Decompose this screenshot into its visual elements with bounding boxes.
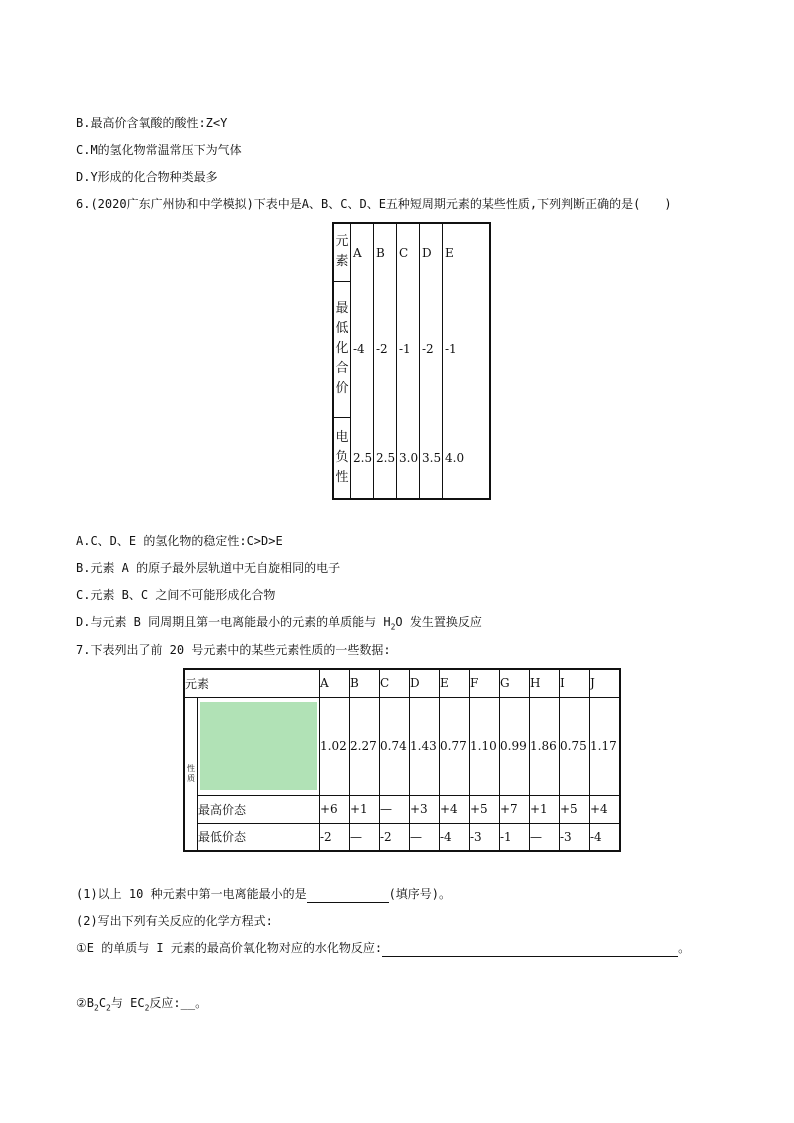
q7-highest-cell: +1 <box>530 795 560 823</box>
q7-header-cell: H <box>530 669 560 697</box>
q7-header-cell: A <box>320 669 350 697</box>
q7-header-cell: F <box>470 669 500 697</box>
q7-highest-cell: +3 <box>410 795 440 823</box>
q7-highest-cell: +7 <box>500 795 530 823</box>
q7-header-cell: C <box>380 669 410 697</box>
q7-header-cell: B <box>350 669 380 697</box>
q6-header-cell: B <box>374 223 397 281</box>
q7-header-cell: E <box>440 669 470 697</box>
q6-valence-cell: -2 <box>420 281 443 417</box>
q7-highest-cell: +4 <box>440 795 470 823</box>
q7-highest-cell: — <box>380 795 410 823</box>
q7-lowest-cell: -4 <box>440 823 470 851</box>
q7-highest-cell: +6 <box>320 795 350 823</box>
q6-option-b: B.元素 A 的原子最外层轨道中无自旋相同的电子 <box>76 561 341 575</box>
q7-value-cell: 0.74 <box>380 697 410 795</box>
q6-header-cell: C <box>397 223 420 281</box>
q6-row-label-valence: 最 低 化 合 价 <box>333 281 351 417</box>
q7-value-cell: 0.77 <box>440 697 470 795</box>
q7-lowest-cell: — <box>350 823 380 851</box>
q7-lowest-cell: -2 <box>320 823 350 851</box>
q7-sub1: (1)以上 10 种元素中第一电离能最小的是 (填序号)。 <box>76 887 452 901</box>
q6-header-cell: E <box>443 223 491 281</box>
q7-value-cell: 1.02 <box>320 697 350 795</box>
q6-stem: 6.(2020广东广州协和中学模拟)下表中是A、B、C、D、E五种短周期元素的某些性质,下列判断正确的是( ) <box>76 197 672 211</box>
q7-lowest-cell: — <box>530 823 560 851</box>
q7-value-cell: 0.99 <box>500 697 530 795</box>
q6-en-cell: 3.5 <box>420 417 443 499</box>
q6-en-cell: 4.0 <box>443 417 491 499</box>
q7-table <box>183 668 621 852</box>
q6-table <box>332 222 491 500</box>
q7-property-label: 性 质 <box>184 697 198 851</box>
q7-header-cell: D <box>410 669 440 697</box>
q6-valence-cell: -1 <box>443 281 491 417</box>
q7-value-cell: 1.43 <box>410 697 440 795</box>
q7-lowest-cell: -3 <box>470 823 500 851</box>
q7-highest-cell: +4 <box>590 795 621 823</box>
q7-lowest-cell: -1 <box>500 823 530 851</box>
q7-highest-label: 最高价态 <box>198 795 320 823</box>
q6-header-cell: D <box>420 223 443 281</box>
q7-header-cell: G <box>500 669 530 697</box>
q7-highest-cell: +1 <box>350 795 380 823</box>
q6-option-a: A.C、D、E 的氢化物的稳定性:C>D>E <box>76 534 283 548</box>
q6-en-cell: 2.5 <box>374 417 397 499</box>
q5-option-b: B.最高价含氧酸的酸性:Z<Y <box>76 116 228 130</box>
q6-valence-cell: -1 <box>397 281 420 417</box>
q5-option-c: C.M的氢化物常温常压下为气体 <box>76 143 242 157</box>
q7-sub2: (2)写出下列有关反应的化学方程式: <box>76 914 273 928</box>
q6-valence-cell: -4 <box>351 281 374 417</box>
q7-stem: 7.下表列出了前 20 号元素中的某些元素性质的一些数据: <box>76 643 391 657</box>
q7-value-cell: 1.10 <box>470 697 500 795</box>
green-highlight <box>200 702 317 790</box>
q7-highest-cell: +5 <box>470 795 500 823</box>
q6-en-cell: 3.0 <box>397 417 420 499</box>
q7-value-cell: 1.17 <box>590 697 621 795</box>
q7-highlight-cell <box>198 697 320 795</box>
q5-option-d: D.Y形成的化合物种类最多 <box>76 170 218 184</box>
q6-row-label-electronegativity: 电 负 性 <box>333 417 351 499</box>
q7-lowest-cell: -4 <box>590 823 621 851</box>
q6-option-c: C.元素 B、C 之间不可能形成化合物 <box>76 588 276 602</box>
answer-blank-1[interactable] <box>307 888 389 903</box>
q7-lowest-label: 最低价态 <box>198 823 320 851</box>
q7-header-label: 元素 <box>184 669 320 697</box>
q6-row-label-element: 元 素 <box>333 223 351 281</box>
q6-option-d: D.与元素 B 同周期且第一电离能最小的元素的单质能与 $H_2O$ 发生置换反应 <box>76 615 482 632</box>
q7-header-cell: J <box>590 669 621 697</box>
q6-header-cell: A <box>351 223 374 281</box>
q7-value-cell: 1.86 <box>530 697 560 795</box>
q7-lowest-cell: — <box>410 823 440 851</box>
q7-sub2-2: $②B_2C_2$与 $EC_2$反应:__。 <box>76 996 208 1013</box>
q6-en-cell: 2.5 <box>351 417 374 499</box>
q7-highest-cell: +5 <box>560 795 590 823</box>
q7-sub2-1: ①E 的单质与 I 元素的最高价氧化物对应的水化物反应: 。 <box>76 941 691 955</box>
q7-lowest-cell: -3 <box>560 823 590 851</box>
q6-valence-cell: -2 <box>374 281 397 417</box>
q7-lowest-cell: -2 <box>380 823 410 851</box>
answer-blank-2[interactable] <box>382 942 678 957</box>
q7-header-cell: I <box>560 669 590 697</box>
q7-value-cell: 2.27 <box>350 697 380 795</box>
q7-value-cell: 0.75 <box>560 697 590 795</box>
